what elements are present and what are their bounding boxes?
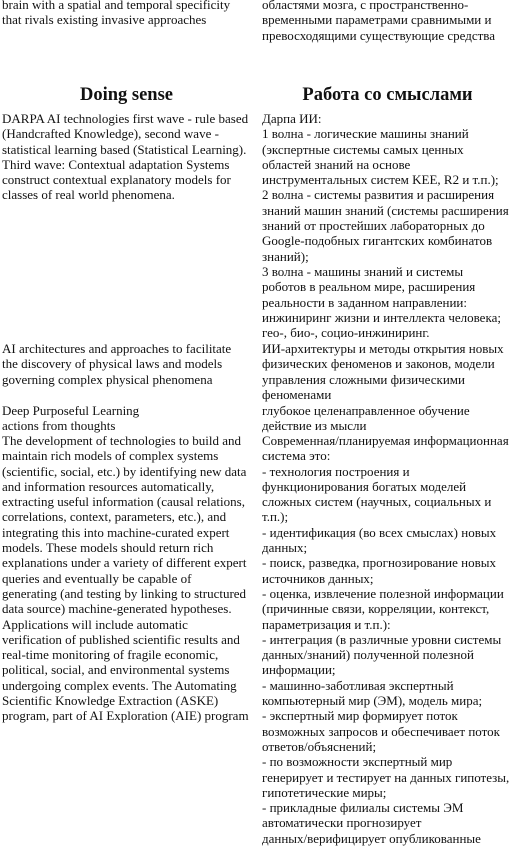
row-text-en: The development of technologies to build and maintain rich models of complex systems (scientific, social, etc.) by identifying new data and information resources automatically, extracting useful information (causal relations, correlations, context, parameters, etc.), and integrating this into machine-curated expert models. These models should return rich explanations under a variety of different expert queries and eventually be capable of generating (and testing by linking to structured data source) machine-generated hypotheses. Applications will include automatic verification of published scientific results and real-time monitoring of fragile economic, political, social, and environmental systems undergoing complex events. The Automating Scientific Knowledge Extraction (ASKE) program, part of AI Exploration (AIE) program — [2, 433, 249, 724]
left-cell — [0, 433, 257, 846]
right-cell — [257, 84, 515, 106]
row-text-en: AI architectures and approaches to facilitate the discovery of physical laws and models governing complex physical phenomena — [2, 341, 232, 387]
row-text-en: DARPA AI technologies first wave - rule based (Handcrafted Knowledge), second wave - statistical learning based (Statistical Learning). Third wave: Contextual adaptation Systems construct contextual explanatory models for classes of real world phenomena. — [2, 111, 249, 203]
row-text-ru: ИИ-архитектуры и методы открытия новых физических феноменов и законов, модели управления сложными физическими феноменами — [262, 341, 504, 402]
section-heading-row — [0, 84, 515, 106]
row-text-en: Deep Purposeful Learning actions from thoughts — [2, 403, 140, 434]
right-cell — [257, 341, 515, 402]
row-text-ru: глубокое целенаправленное обучение действие из мысли — [262, 403, 470, 434]
continuation-text-ru: областями мозга, с пространственно- временными параметрами сравнимыми и превосходящими существующие средства — [262, 0, 496, 43]
continuation-row — [0, 0, 515, 43]
right-cell — [257, 0, 515, 43]
left-cell — [0, 84, 257, 106]
right-cell — [257, 111, 515, 340]
table-row — [0, 111, 515, 340]
table-row — [0, 403, 515, 434]
left-cell — [0, 403, 257, 434]
left-cell — [0, 111, 257, 340]
table-row — [0, 341, 515, 402]
right-cell — [257, 403, 515, 434]
left-cell — [0, 341, 257, 402]
section-heading-en: Doing sense — [79, 85, 174, 105]
table-row — [0, 433, 515, 846]
section-heading-ru: Работа со смыслами — [302, 85, 473, 105]
row-text-ru: Современная/планируемая информационная система это: - технология построения и функционирования богатых моделей сложных систем (научных, социальных и т.п.); - идентификация (во всех смыслах) новых данных; - поиск, разведка, прогнозирование новых источников данных; - оценка, извлечение полезной информации (причинные связи, корреляции, контекст, параметризация и т.п.): - интеграция (в различные уровни системы данных/знаний) полученной полезной информации; - машинно-заботливая экспертный компьютерный мир (ЭМ), модель мира; - экспертный мир формирует поток возможных запросов и обеспечивает поток ответов/объяснений; - по возможности экспертный мир генерирует и тестирует на данных гипотезы, гипотетические миры; - прикладные филиалы системы ЭМ автоматически прогнозирует данных/верифицирует опубликованные — [262, 433, 510, 846]
row-text-ru: Дарпа ИИ: 1 волна - логические машины знаний (экспертные системы самых ценных областей знаний на основе инструментальных систем KEE, R2 и т.п.); 2 волна - системы развития и расширения знаний машин знаний (системы расширения знаний от простейших лабораторных до Google-подобных гигантских комбинатов знаний); 3 волна - машины знаний и системы роботов в реальном мире, расширения реальности в заданном направлении: инжиниринг жизни и интеллекта человека; гео-, био-, социо-инжиниринг. — [262, 111, 509, 341]
right-cell — [257, 433, 515, 846]
left-cell — [0, 0, 257, 43]
continuation-text-en: brain with a spatial and temporal specificity that rivals existing invasive approaches — [2, 0, 231, 28]
